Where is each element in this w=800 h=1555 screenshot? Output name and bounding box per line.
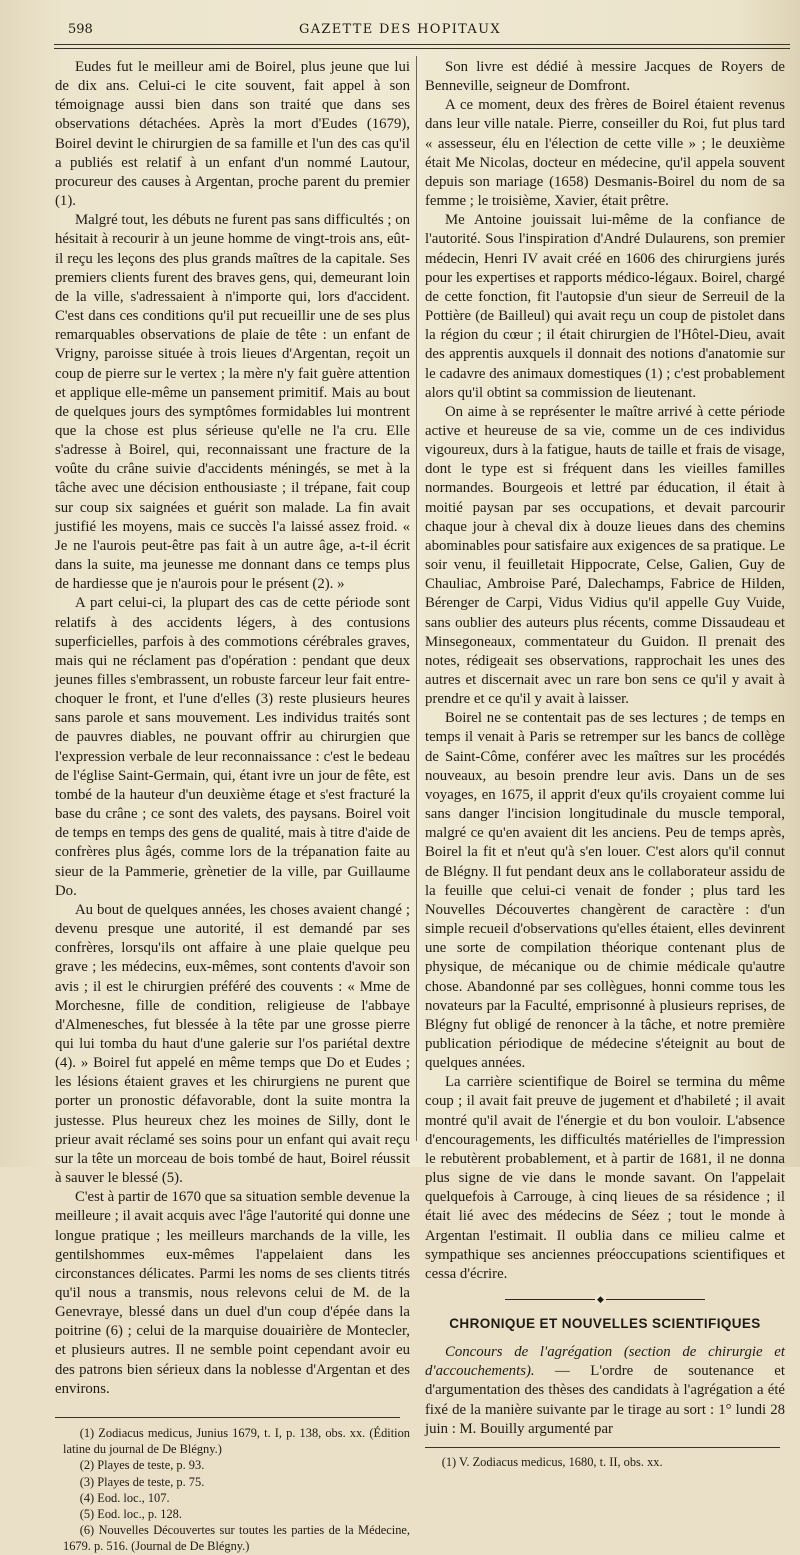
paragraph: On aime à se représenter le maître arrivé à cette période active et heureuse de sa vie, comme un de ces individus vigoureux, durs à la fatigue, hauts de taille et frais de visage, dont le type est si fréquent dans les vieilles familles normandes. Bourgeois et lettré par éducation, il était à moitié paysan par ses occupations, et devait parcourir chaque jour à cheval dix à douze lieues dans des chemins abominables pour satisfaire aux exigences de sa pratique. Le soir venu, il feuilletait Hippocrate, Celse, Galien, Guy de Chauliac, Ambroise Paré, Dalechamps, Fabrice de Hilden, Bérenger de Carpi, Vidus Vidius qu'il appelle Guy Vuide, sans oublier des auteurs plus récents, comme Dissaudeau et Minsegoneaux, commentateur du Guidon. Il prenait des notes, rédigeait ses observations, rapprochait les unes des autres et discernait avec un rare bon sens ce qu'il y avait à prendre et ce qu'il y avait à laisser.: [425, 403, 785, 708]
paragraph: A part celui-ci, la plupart des cas de cette période sont relatifs à des accidents légers, à des contusions superficielles, parfois à des commotions cérébrales graves, mais qui ne réclament pas d'opération : pendant que deux jeunes filles s'embrassent, un robuste farceur leur fait entre-choquer le front, et l'une d'elles (3) reste plusieurs heures sans parole et sans mouvement. Les individus traités sont de pauvres diables, ne pouvant offrir au chirurgien que l'expression verbale de leur reconnaissance : c'est le bedeau de l'église Saint-Germain, qui, étant ivre un jour de fête, est tombé de la hauteur d'un deuxième étage et s'est fracturé la base du crâne ; ce sont des valets, des paysans. Boirel voit de temps en temps des gens de qualité, mais à titre d'aide de confrères plus âgés, comme lors de la trépanation faite au sieur de la Pammerie, grènetier de la ville, par Guillaume Do.: [55, 595, 410, 899]
column-divider: [416, 56, 417, 1141]
footnote: (1) V. Zodiacus medicus, 1680, t. II, obs. xx.: [441, 1454, 663, 1469]
footnote: (1) Zodiacus medicus, Junius 1679, t. I, p. 138, obs. xx. (Édition latine du journal de De Blégny.): [63, 1425, 410, 1457]
page-header: [0, 0, 800, 52]
footnote-rule: [425, 1447, 780, 1448]
paragraph: La carrière scientifique de Boirel se termina du même coup ; il avait fait preuve de jugement et d'habileté ; il avait montré qu'il avait de l'énergie et du bon vouloir. L'absence d'encouragements, les difficultés matérielles de l'impression le rebutèrent probablement, et à partir de 1681, il ne donna plus signe de vie dans le monde savant. On l'appelait quelquefois à Carrouge, à cinq lieues de sa résidence ; il était lié avec des médecins de Séez ; tout le monde à Argentan l'estimait. Il oublia dans ce milieu calme et sympathique ses anciennes préoccupations scientifiques et cessa d'écrire.: [425, 1074, 785, 1282]
paragraph: Boirel ne se contentait pas de ses lectures ; de temps en temps il venait à Paris se retremper sur les bancs de collège de Saint-Côme, conférer avec les maîtres sur les procédés nouveaux, au besoin prendre leur avis. Dans un de ses voyages, en 1675, il apprit d'eux qu'ils croyaient comme lui sans danger l'incision longitudinale du muscle temporal, malgré ce qu'en avaient dit les anciens. Peu de temps après, Boirel la fit et n'eut qu'à s'en louer. C'est alors qu'il connut de Blégny. Il fut pendant deux ans le collaborateur assidu de la feuille que celui-ci venait de fonder ; plus tard les Nouvelles Découvertes changèrent de caractère : d'un simple recueil d'observations qu'elles étaient, elles devinrent une sorte de compilation théorique contenant plus de physique, de mécanique ou de chimie médicale qu'autre chose. Abandonné par ses collègues, honni comme tous les novateurs par la Faculté, emprisonné à plusieurs reprises, de Blégny fut obligé de renoncer à la tâche, et notre première publication périodique de médecine s'éteignit au bout de quelques années.: [425, 710, 785, 1072]
footnote-rule: [55, 1417, 400, 1418]
chronique-lead: Concours de l'agrégation (section de chirurgie et d'accouchements).: [425, 1344, 785, 1380]
paragraph: A ce moment, deux des frères de Boirel étaient revenus dans leur ville natale. Pierre, conseiller du Roi, fut plus tard « assesseur, élu en l'élection de cette ville » ; le deuxième était Me Nicolas, docteur en médecine, qu'il appela souvent depuis son mariage (1658) Desmanis-Boirel du nom de sa femme ; le troisième, Xavier, était prêtre.: [425, 97, 785, 210]
section-ornament: [425, 1294, 785, 1304]
footnote: (4) Eod. loc., 107.: [79, 1490, 170, 1505]
footnote: (3) Playes de teste, p. 75.: [79, 1474, 205, 1489]
footnote: (5) Eod. loc., p. 128.: [79, 1506, 182, 1521]
footnote: (6) Nouvelles Découvertes sur toutes les parties de la Médecine, 1679. p. 516. (Journal de De Blégny.): [63, 1523, 410, 1554]
journal-title: GAZETTE DES HOPITAUX: [299, 22, 501, 37]
footnote: (2) Playes de teste, p. 93.: [79, 1458, 205, 1473]
chronique-paragraph: [425, 1343, 785, 1439]
header-rule-double: [54, 48, 790, 49]
right-column: [425, 58, 785, 1470]
left-column: [55, 58, 410, 1555]
paragraph: C'est à partir de 1670 que sa situation semble devenue la meilleure ; il avait acquis avec l'âge l'autorité qui donne une longue pratique ; les meilleurs marchands de la ville, les gentilshommes eux-mêmes l'appelaient dans les circonstances délicates. Parmi les noms de ses clients titrés qu'il nous a transmis, nous relevons celui de M. de la Genevraye, blessé dans un duel d'un coup d'épée dans la poitrine (6) ; celui de la marquise douairière de Montecler, et plusieurs autres. Il ne semble point cependant avoir eu des patrons bien sérieux dans la noblesse d'Argentan et des environs.: [55, 1189, 410, 1397]
paragraph: Malgré tout, les débuts ne furent pas sans difficultés ; on hésitait à recourir à un jeune homme de vingt-trois ans, eût-il reçu les leçons des plus grands maîtres de la capitale. Ses premiers clients furent des braves gens, qui, demeurant loin de la ville, s'adressaient à n'importe qui, lors d'accident. C'est dans ces conditions qu'il put recueillir une de ses plus remarquables observations de plaie de tête : un enfant de Vrigny, paroisse située à trois lieues d'Argentan, reçoit un coup de pierre sur le vertex ; la mère n'y fait guère attention et applique elle-même un pansement primitif. Mais au bout de quelques jours des symptômes formidables lui montrent que la chose est plus sérieuse qu'elle ne l'a cru. Elle s'adresse à Boirel, qui, reconnaissant une fracture de la voûte du crâne suivie d'accidents méningés, se met à la tâche avec une décision enthousiaste ; il trépane, fait coup sur coup six saignées et guérit son malade. La fin avait justifié les moyens, mais ce succès l'a laissé assez froid. « Je ne l'aurois peut-être pas fait à un autre âge, a-t-il écrit dans la suite, ma jeunesse me donnant dans ce temps plus de hardiesse que je n'aurois pour le présent (2). »: [55, 212, 410, 593]
header-rule: [54, 44, 790, 45]
section-title: CHRONIQUE ET NOUVELLES SCIENTIFIQUES: [449, 1316, 761, 1331]
paragraph: Eudes fut le meilleur ami de Boirel, plus jeune que lui de dix ans. Celui-ci le cite souvent, fait appel à son témoignage aussi bien dans son traité que dans ses observations détachées. Après la mort d'Eudes (1679), Boirel devint le chirurgien de sa famille et l'un des cas qu'il a publiés est relatif à un enfant d'un nommé Lautour, procureur des causes à Argentan, proche parent du premier (1).: [55, 59, 410, 210]
paragraph: Au bout de quelques années, les choses avaient changé ; devenu presque une autorité, il est demandé par ses confrères, lorsqu'ils ont affaire à une plaie quelque peu grave ; les médecins, eux-mêmes, sont contents d'avoir son avis ; il est le chirurgien préféré des couvents : « Mme de Morchesne, fille de condition, religieuse de l'abbaye d'Almenesches, fut blessée à la tête par une grosse pierre qui lui tomba du haut d'une galerie sur l'os pariétal dextre (4). » Boirel fut appelé en même temps que Do et Eudes ; les lésions étaient graves et les chirurgiens ne purent que porter un pronostic défavorable, dont la suite montra la justesse. Plus heureux chez les moines de Silly, dont le prieur avait réclamé ses soins pour un enfant qui avait reçu sur la tête un morceau de bois tombé de haut, Boirel réussit à sauver le blessé (5).: [55, 901, 410, 1187]
paragraph: Son livre est dédié à messire Jacques de Royers de Benneville, seigneur de Domfront.: [425, 59, 785, 95]
chronique-text: — L'ordre de soutenance et d'argumentation des thèses des candidats à l'agrégation a été fixé de la manière suivante par le tirage au sort : 1° lundi 28 juin : M. Bouilly argumenté par: [425, 1363, 785, 1437]
ornament-diamond-icon: ◆: [597, 1294, 604, 1304]
paragraph: Me Antoine jouissait lui-même de la confiance de l'autorité. Sous l'inspiration d'André Dulaurens, son premier médecin, Henri IV avait créé en 1606 des chirurgiens jurés pour les expertises et rapports médico-légaux. Boirel, chargé de cette fonction, fit l'autopsie d'un sieur de Serreuil de la Pottière (de Bailleul) qui avait reçu un coup de pistolet dans la région du cœur ; il était chirurgien de l'Hôtel-Dieu, avait des apprentis auxquels il donnait des notions d'anatomie sur le cadavre des animaux domestiques (1) ; c'est probablement alors qu'il obtint sa commission de lieutenant.: [425, 212, 785, 401]
page-number: 598: [68, 22, 93, 37]
